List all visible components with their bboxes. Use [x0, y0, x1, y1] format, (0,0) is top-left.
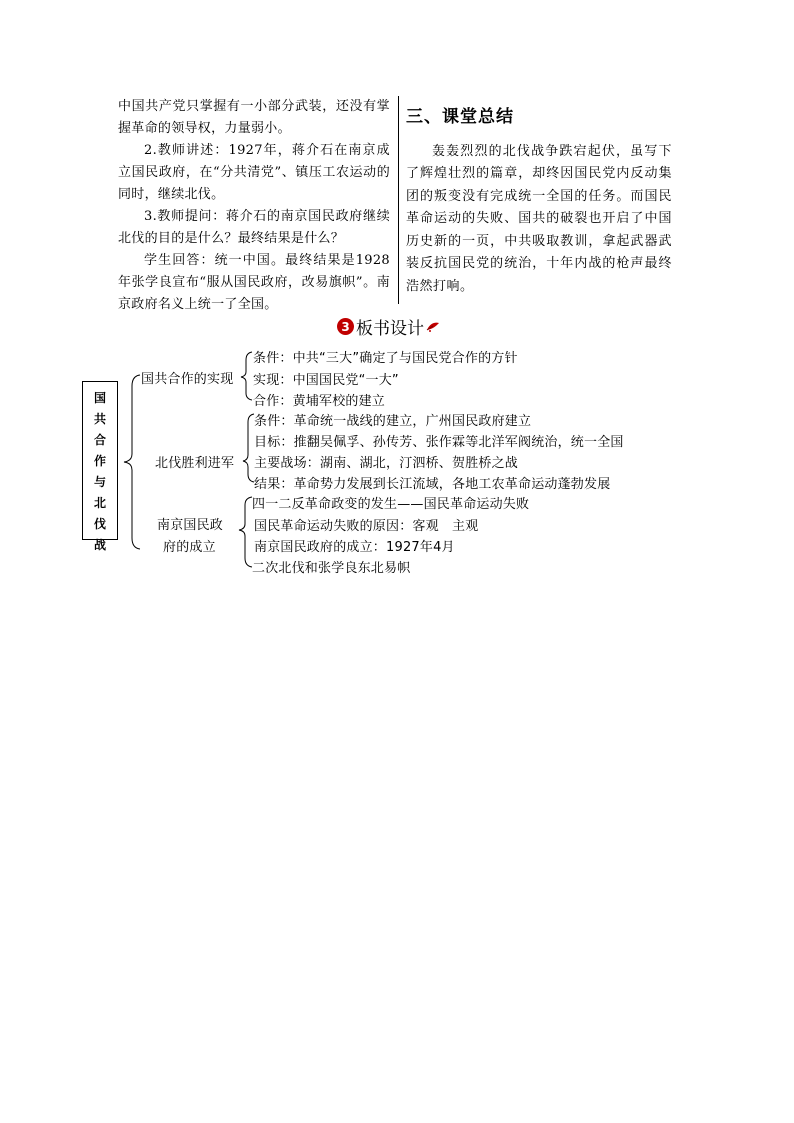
root-char: 伐: [93, 517, 106, 531]
summary-paragraph: 轰轰烈烈的北伐战争跌宕起伏，虽写下了辉煌壮烈的篇章，却终因国民党内反动集团的叛变没有完成统一全国的任务。而国民革命运动的失败、国共的破裂也开启了中国历史新的一页，中共吸取教训，拿起武器武装反抗国民党的统治，十年内战的枪声最终浩然打响。: [406, 143, 672, 294]
branch-item: 条件：中共“三大”确定了与国民党合作的方针: [253, 351, 518, 366]
left-paragraph-1: 中国共产党只掌握有一小部分武装，还没有掌握革命的领导权，力量弱小。: [118, 99, 390, 136]
root-char: 合: [93, 433, 106, 447]
root-char: 战: [93, 538, 106, 552]
branch-item: 四一二反革命政变的发生——国民革命运动失败: [252, 497, 530, 512]
branch-item: 南京国民政府的成立：1927年4月: [254, 540, 455, 555]
branch-item: 目标：推翻吴佩孚、孙传芳、张作霖等北洋军阀统治，统一全国: [254, 435, 624, 450]
branch-label-cooperation: 国共合作的实现: [141, 372, 234, 387]
board-design-title: 板书设计: [356, 319, 424, 339]
number-badge: 3: [337, 318, 354, 335]
branch-item: 国民革命运动失败的原因：客观 主观: [254, 519, 479, 534]
branch-label-nanjing-govt-line2: 府的成立: [163, 540, 216, 555]
root-topic-vertical-text: [83, 388, 117, 556]
branch-label-nanjing-govt: 南京国民政: [157, 518, 224, 533]
branch-label-northern-expedition: 北伐胜利进军: [155, 456, 235, 471]
branch-item: 二次北伐和张学良东北易帜: [252, 561, 411, 576]
branch-item: 结果：革命势力发展到长江流域，各地工农革命运动蓬勃发展: [254, 477, 611, 492]
root-char: 北: [93, 496, 106, 510]
left-paragraph-4: 学生回答：统一中国。最终结果是1928年张学良宣布“服从国民政府，改易旗帜”。南京政府名义上统一了全国。: [118, 253, 390, 312]
root-char: 作: [93, 454, 106, 468]
branch-item: 合作：黄埔军校的建立: [253, 394, 386, 409]
root-char: 国: [93, 391, 106, 405]
root-topic-box: [82, 381, 118, 552]
root-char: 与: [93, 475, 106, 489]
left-paragraph-3: 3.教师提问：蒋介石的南京国民政府继续北伐的目的是什么？最终结果是什么？: [118, 209, 390, 246]
left-paragraph-2: 2.教师讲述：1927年，蒋介石在南京成立国民政府，在“分共清党”、镇压工农运动的同时，继续北伐。: [118, 143, 390, 202]
section-title: 三、课堂总结: [406, 107, 514, 127]
branch-item: 实现：中国国民党“一大”: [253, 373, 399, 388]
branch-item: 主要战场：湖南、湖北，汀泗桥、贺胜桥之战: [254, 456, 519, 471]
root-char: 共: [93, 412, 106, 426]
branch-item: 条件：革命统一战线的建立，广州国民政府建立: [254, 414, 532, 429]
